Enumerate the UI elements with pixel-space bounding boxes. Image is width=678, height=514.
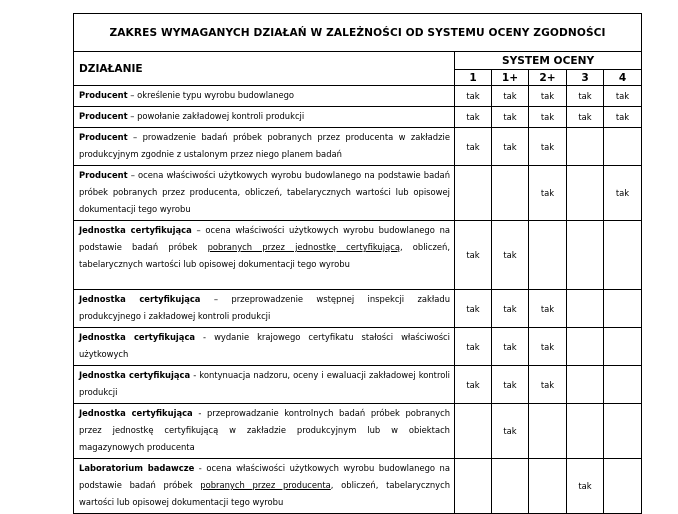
system-mark-cell: tak (604, 107, 642, 128)
system-mark-cell: tak (492, 290, 529, 328)
action-description (74, 86, 455, 107)
action-description (74, 221, 455, 290)
actor-name: Jednostka certyfikująca (79, 408, 193, 418)
table-row (74, 328, 642, 366)
system-mark-cell (567, 366, 604, 404)
system-header: SYSTEM OCENY (455, 52, 642, 70)
table-row (74, 221, 642, 290)
action-text: – przeprowadzenie wstępnej inspekcji zakładu produkcyjnego i zakładowej kontroli produkcji (79, 294, 451, 321)
system-1-header: 1 (455, 70, 492, 86)
action-text: – prowadzenie badań próbek pobranych przez producenta w zakładzie produkcyjnym zgodnie z ustalonym przez niego planem badań (79, 132, 450, 159)
action-text: – ocena właściwości użytkowych wyrobu budowlanego na podstawie badań próbek pobranych przez producenta, obliczeń, tabelarycznych wartości lub opisowej dokumentacji tego wyrobu (79, 170, 450, 214)
system-mark-cell: tak (529, 290, 567, 328)
system-mark-cell: tak (492, 107, 529, 128)
actor-name: Producent (79, 90, 128, 100)
action-description (74, 328, 455, 366)
table-row (74, 290, 642, 328)
system-mark-cell: tak (529, 107, 567, 128)
action-text-continued: , obliczeń, tabelarycznych wartości lub opisowej dokumentacji tego wyrobu (79, 480, 451, 507)
system-mark-cell (455, 166, 492, 221)
system-mark-cell (604, 328, 642, 366)
system-mark-cell (567, 290, 604, 328)
actor-name: Producent (79, 132, 128, 142)
action-description (74, 128, 455, 166)
table-row (74, 128, 642, 166)
actor-name: Jednostka certyfikująca (79, 225, 192, 235)
action-column-header: DZIAŁANIE (74, 52, 455, 86)
system-mark-cell: tak (604, 86, 642, 107)
system-mark-cell (567, 128, 604, 166)
system-mark-cell: tak (604, 166, 642, 221)
table-row (74, 166, 642, 221)
actor-name: Producent (79, 111, 128, 121)
action-text-underlined: pobranych przez producenta (200, 480, 331, 490)
system-mark-cell: tak (492, 404, 529, 459)
action-description (74, 404, 455, 459)
system-mark-cell (604, 459, 642, 514)
system-mark-cell (604, 128, 642, 166)
table-title: ZAKRES WYMAGANYCH DZIAŁAŃ W ZALEŻNOŚCI OD SYSTEMU OCENY ZGODNOŚCI (74, 14, 642, 52)
system-mark-cell: tak (455, 328, 492, 366)
system-4-header: 4 (604, 70, 642, 86)
system-mark-cell: tak (455, 86, 492, 107)
table-row (74, 107, 642, 128)
system-1plus-header: 1+ (492, 70, 529, 86)
system-mark-cell (567, 404, 604, 459)
system-mark-cell (567, 221, 604, 290)
action-text-continued: , obliczeń, tabelarycznych wartości lub opisowej dokumentacji tego wyrobu (79, 242, 451, 269)
action-text: – powołanie zakładowej kontroli produkcji (127, 111, 305, 121)
system-mark-cell: tak (455, 221, 492, 290)
action-text: - przeprowadzanie kontrolnych badań próbek pobranych przez jednostkę certyfikującą w zakładzie produkcyjnym lub w obiektach magazynowych producenta (79, 408, 451, 452)
table-body (74, 86, 642, 514)
system-mark-cell (455, 459, 492, 514)
table-row (74, 459, 642, 514)
system-mark-cell: tak (492, 366, 529, 404)
table-row (74, 366, 642, 404)
system-mark-cell: tak (567, 459, 604, 514)
action-text-underlined: pobranych przez jednostkę certyfikującą (207, 242, 400, 252)
system-mark-cell (567, 166, 604, 221)
system-mark-cell: tak (492, 86, 529, 107)
action-description (74, 366, 455, 404)
system-mark-cell: tak (529, 86, 567, 107)
action-description (74, 459, 455, 514)
system-mark-cell: tak (529, 166, 567, 221)
system-mark-cell (492, 166, 529, 221)
system-mark-cell (604, 404, 642, 459)
system-mark-cell: tak (567, 107, 604, 128)
system-mark-cell (604, 290, 642, 328)
system-mark-cell (604, 221, 642, 290)
action-text: – określenie typu wyrobu budowlanego (127, 90, 295, 100)
system-mark-cell: tak (492, 128, 529, 166)
action-text: - wydanie krajowego certyfikatu stałości właściwości użytkowych (79, 332, 450, 359)
action-description (74, 166, 455, 221)
system-mark-cell (567, 328, 604, 366)
actor-name: Laboratorium badawcze (79, 463, 195, 473)
conformity-assessment-table (73, 13, 642, 514)
system-mark-cell: tak (529, 128, 567, 166)
system-mark-cell (492, 459, 529, 514)
system-mark-cell: tak (567, 86, 604, 107)
system-mark-cell (604, 366, 642, 404)
system-mark-cell: tak (492, 328, 529, 366)
system-2plus-header: 2+ (529, 70, 567, 86)
action-description (74, 107, 455, 128)
action-description (74, 290, 455, 328)
system-mark-cell (529, 221, 567, 290)
actor-name: Jednostka certyfikująca (79, 294, 201, 304)
system-mark-cell (529, 459, 567, 514)
system-mark-cell: tak (455, 290, 492, 328)
system-mark-cell: tak (455, 128, 492, 166)
action-text: – ocena właściwości użytkowych wyrobu budowlanego na podstawie badań próbek (79, 225, 451, 252)
system-mark-cell: tak (455, 107, 492, 128)
system-mark-cell (529, 404, 567, 459)
conformity-table-document (73, 13, 641, 514)
actor-name: Jednostka certyfikująca (79, 370, 191, 380)
system-mark-cell: tak (455, 366, 492, 404)
system-mark-cell: tak (529, 328, 567, 366)
system-mark-cell: tak (529, 366, 567, 404)
action-text: - kontynuacja nadzoru, oceny i ewaluacji zakładowej kontroli produkcji (79, 370, 451, 397)
action-text: - ocena właściwości użytkowych wyrobu budowlanego na podstawie badań próbek (79, 463, 450, 490)
actor-name: Producent (79, 170, 128, 180)
table-row (74, 86, 642, 107)
system-3-header: 3 (567, 70, 604, 86)
actor-name: Jednostka certyfikująca (79, 332, 196, 342)
system-mark-cell (455, 404, 492, 459)
system-mark-cell: tak (492, 221, 529, 290)
table-row (74, 404, 642, 459)
